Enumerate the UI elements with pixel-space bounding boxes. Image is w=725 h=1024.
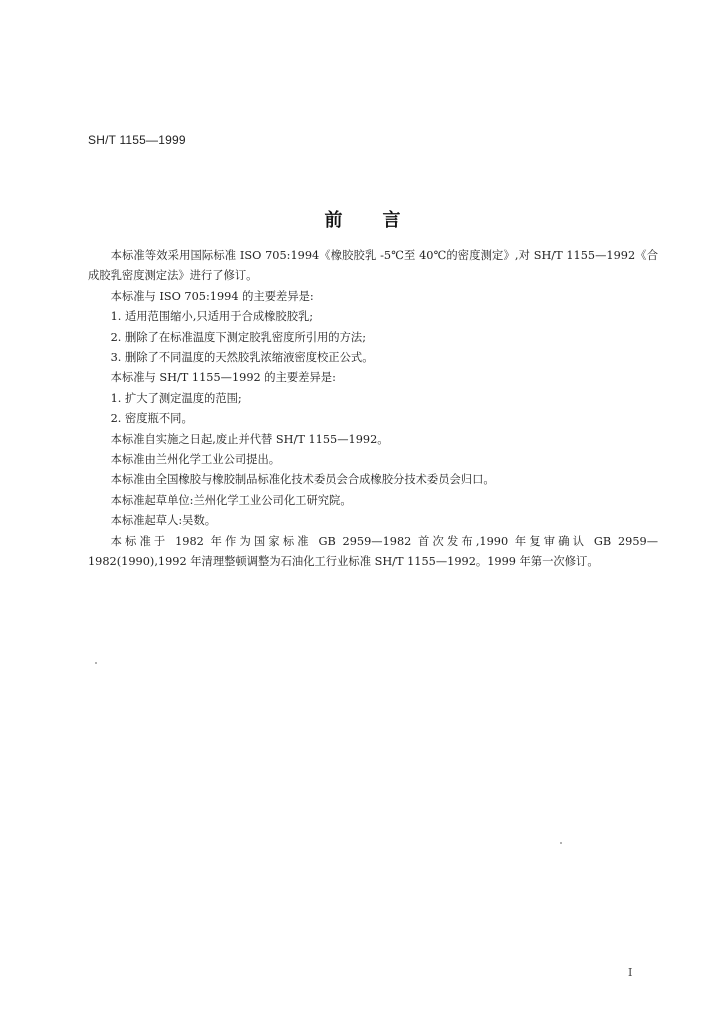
page-number: I — [628, 966, 633, 979]
paragraph-drafter: 本标准起草人:吴数。 — [110, 514, 217, 528]
list-item-density-bottle: 2. 密度瓶不同。 — [110, 412, 193, 426]
paragraph-prev-differences-intro: 本标准与 SH/T 1155—1992 的主要差异是: — [110, 371, 336, 385]
paragraph-adoption: 本标准等效采用国际标准 ISO 705:1994《橡胶胶乳 -5℃至 40℃的密度测定》,对 SH/T 1155—1992《合成胶乳密度测定法》进行了修订。 — [88, 249, 658, 283]
list-item-scope: 1. 适用范围缩小,只适用于合成橡胶胶乳; — [110, 310, 314, 324]
list-item-removed-method: 2. 删除了在标准温度下测定胶乳密度所引用的方法; — [110, 330, 367, 344]
paragraph-drafting-unit: 本标准起草单位:兰州化学工业公司化工研究院。 — [110, 493, 352, 507]
page-title: 前言 — [324, 210, 441, 231]
list-item-removed-formula: 3. 删除了不同温度的天然胶乳浓缩液密度校正公式。 — [110, 351, 374, 365]
scan-speck — [560, 842, 562, 844]
foreword-body — [88, 246, 658, 573]
paragraph-proposer: 本标准由兰州化学工业公司提出。 — [110, 453, 281, 467]
scan-speck — [95, 662, 97, 664]
paragraph-committee: 本标准由全国橡胶与橡胶制品标准化技术委员会合成橡胶分技术委员会归口。 — [110, 473, 495, 487]
paragraph-history: 本标准于 1982 年作为国家标准 GB 2959—1982 首次发布,1990 年复审确认 GB 2959—1982(1990),1992 年清理整顿调整为石油化工行业标准 SH/T 1155—1992。1999 年第一次修订。 — [88, 534, 658, 569]
paragraph-supersedes: 本标准自实施之日起,废止并代替 SH/T 1155—1992。 — [110, 432, 389, 446]
list-item-temperature-range: 1. 扩大了测定温度的范围; — [110, 391, 242, 405]
standard-code: SH/T 1155—1999 — [88, 133, 186, 147]
paragraph-iso-differences-intro: 本标准与 ISO 705:1994 的主要差异是: — [110, 289, 314, 303]
